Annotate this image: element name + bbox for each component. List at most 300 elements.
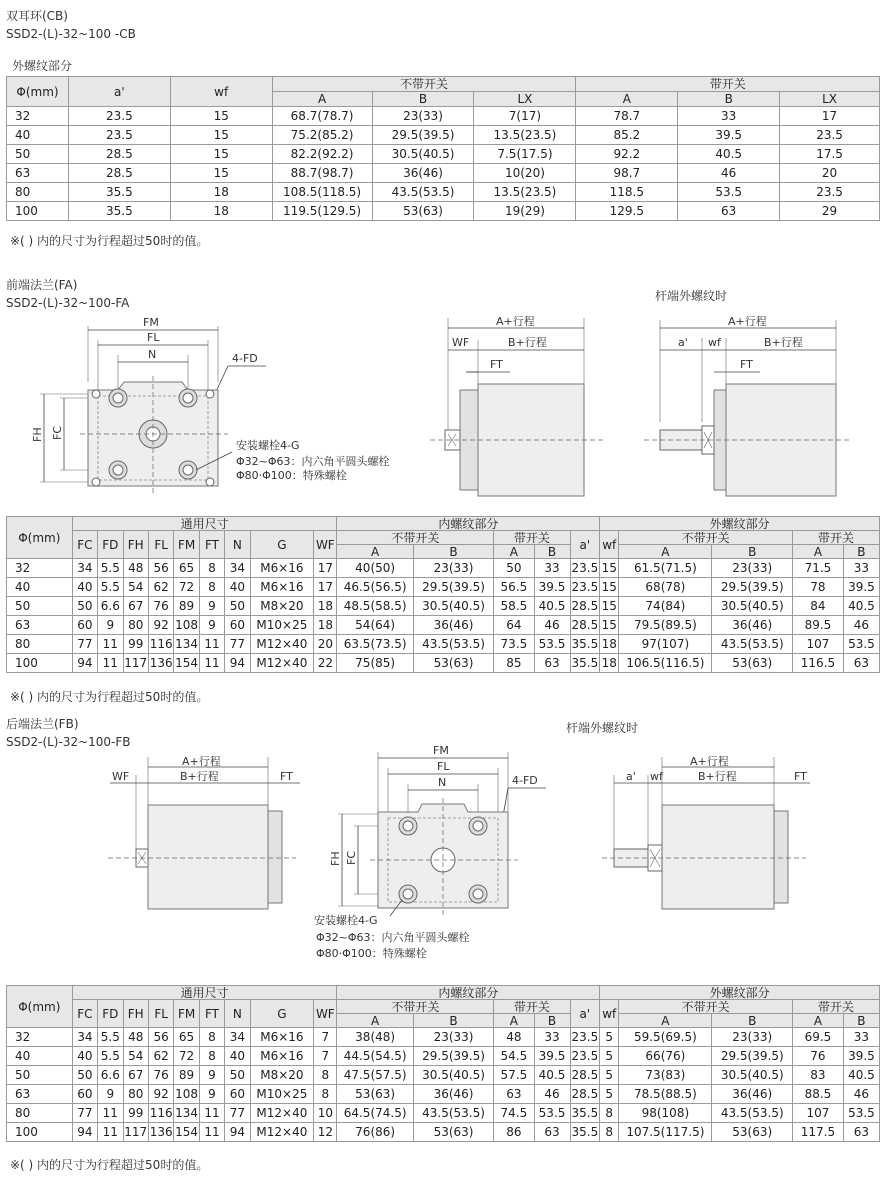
table-row bbox=[7, 616, 880, 635]
col-a: a' bbox=[570, 1000, 600, 1028]
table-cell: 40.5 bbox=[534, 1066, 570, 1085]
table-cell: 119.5(129.5) bbox=[272, 202, 372, 221]
dim-B-stroke: B+行程 bbox=[764, 336, 803, 349]
col-N: N bbox=[225, 531, 250, 559]
dim-FM: FM bbox=[143, 316, 159, 329]
table-cell: 9 bbox=[98, 616, 123, 635]
table-cell: 62 bbox=[148, 578, 173, 597]
table-cell: 40 bbox=[72, 1047, 97, 1066]
table-cell: 60 bbox=[72, 1085, 97, 1104]
table-cell: 53.5 bbox=[678, 183, 780, 202]
table-cell: M6×16 bbox=[250, 1047, 314, 1066]
col-FT: FT bbox=[199, 1000, 224, 1028]
table-cell: 99 bbox=[123, 1104, 148, 1123]
table-cell: 50 bbox=[7, 145, 69, 164]
table-cell: 20 bbox=[780, 164, 880, 183]
col-FC: FC bbox=[72, 531, 97, 559]
table-cell: 9 bbox=[199, 616, 224, 635]
table-cell: 63 bbox=[534, 654, 570, 673]
col-B: B bbox=[372, 92, 474, 107]
table-cell: 23.5 bbox=[780, 183, 880, 202]
table-cell: M10×25 bbox=[250, 1085, 314, 1104]
table-cell: 28.5 bbox=[570, 597, 600, 616]
table-cell: M8×20 bbox=[250, 597, 314, 616]
table-cell: 36(46) bbox=[413, 616, 494, 635]
table-row bbox=[7, 1085, 880, 1104]
table-cell: 60 bbox=[225, 1085, 250, 1104]
table-cell: 77 bbox=[72, 635, 97, 654]
table-cell: 23.5 bbox=[570, 578, 600, 597]
table-cell: 129.5 bbox=[576, 202, 678, 221]
table-cell: 56.5 bbox=[494, 578, 534, 597]
table-cell: 54(64) bbox=[337, 616, 413, 635]
table-cell: 85.2 bbox=[576, 126, 678, 145]
table-cell: 63 bbox=[7, 164, 69, 183]
table-cell: 15 bbox=[170, 126, 272, 145]
col-A: A bbox=[793, 1014, 844, 1028]
col-a: a' bbox=[68, 77, 170, 107]
table-cell: 23(33) bbox=[712, 559, 793, 578]
table-row bbox=[7, 559, 880, 578]
table-cell: 5.5 bbox=[98, 1028, 123, 1047]
table-row bbox=[7, 1047, 880, 1066]
table-cell: 67 bbox=[123, 597, 148, 616]
table-cell: 68.7(78.7) bbox=[272, 107, 372, 126]
cb-model: SSD2-(L)-32~100 -CB bbox=[6, 27, 136, 41]
table-cell: 63 bbox=[843, 654, 879, 673]
table-cell: 36(46) bbox=[372, 164, 474, 183]
col-B: B bbox=[843, 545, 879, 559]
fa-note: ※( ) 内的尺寸为行程超过50时的值。 bbox=[10, 690, 209, 704]
table-cell: 46 bbox=[843, 1085, 879, 1104]
col-B: B bbox=[843, 1014, 879, 1028]
table-cell: 97(107) bbox=[619, 635, 712, 654]
table-cell: 39.5 bbox=[843, 578, 879, 597]
table-cell: 9 bbox=[199, 1066, 224, 1085]
fa-rod-caption: 杆端外螺纹时 bbox=[655, 289, 728, 303]
table-cell: 28.5 bbox=[68, 164, 170, 183]
table-cell: 23(33) bbox=[372, 107, 474, 126]
dim-FC: FC bbox=[345, 850, 358, 865]
table-cell: 89.5 bbox=[793, 616, 844, 635]
table-row bbox=[7, 578, 880, 597]
table-cell: 48 bbox=[494, 1028, 534, 1047]
table-cell: M12×40 bbox=[250, 654, 314, 673]
table-cell: 33 bbox=[843, 1028, 879, 1047]
col-FH: FH bbox=[123, 531, 148, 559]
table-cell: 66(76) bbox=[619, 1047, 712, 1066]
fb-side-view-drawing bbox=[100, 755, 310, 915]
table-row bbox=[7, 597, 880, 616]
table-cell: 17.5 bbox=[780, 145, 880, 164]
table-cell: 74.5 bbox=[494, 1104, 534, 1123]
table-cell: 15 bbox=[170, 107, 272, 126]
table-cell: M12×40 bbox=[250, 1123, 314, 1142]
table-cell: 62 bbox=[148, 1047, 173, 1066]
table-cell: 53(63) bbox=[372, 202, 474, 221]
table-cell: 92 bbox=[148, 1085, 173, 1104]
table-cell: 40 bbox=[72, 578, 97, 597]
table-cell: 47.5(57.5) bbox=[337, 1066, 413, 1085]
cb-title: 双耳环(CB) bbox=[6, 9, 68, 23]
table-cell: 29.5(39.5) bbox=[712, 578, 793, 597]
table-cell: 53(63) bbox=[337, 1085, 413, 1104]
table-cell: 35.5 bbox=[570, 1123, 600, 1142]
table-cell: 80 bbox=[123, 616, 148, 635]
table-cell: 50 bbox=[225, 597, 250, 616]
table-row bbox=[7, 145, 880, 164]
table-cell: 48.5(58.5) bbox=[337, 597, 413, 616]
table-cell: 53.5 bbox=[534, 1104, 570, 1123]
table-cell: 50 bbox=[7, 597, 73, 616]
group-no-switch: 不带开关 bbox=[272, 77, 576, 92]
cb-subtitle: 外螺纹部分 bbox=[12, 59, 73, 73]
cb-table bbox=[6, 76, 880, 221]
table-cell: 11 bbox=[199, 654, 224, 673]
table-cell: 5.5 bbox=[98, 559, 123, 578]
table-cell: 23.5 bbox=[570, 1047, 600, 1066]
col-wf: wf bbox=[600, 531, 619, 559]
table-cell: 33 bbox=[678, 107, 780, 126]
table-cell: 35.5 bbox=[570, 1104, 600, 1123]
table-cell: 54.5 bbox=[494, 1047, 534, 1066]
table-cell: 9 bbox=[98, 1085, 123, 1104]
table-cell: 28.5 bbox=[68, 145, 170, 164]
group-inner-thread: 内螺纹部分 bbox=[337, 517, 600, 531]
table-cell: 53(63) bbox=[413, 1123, 494, 1142]
table-cell: 10 bbox=[314, 1104, 337, 1123]
table-cell: 92.2 bbox=[576, 145, 678, 164]
table-cell: 65 bbox=[174, 559, 199, 578]
table-cell: 35.5 bbox=[68, 183, 170, 202]
table-cell: 53(63) bbox=[712, 1123, 793, 1142]
bolt-spec-small: Φ32~Φ63：内六角平圆头螺栓 bbox=[236, 455, 390, 468]
table-cell: 53.5 bbox=[843, 635, 879, 654]
dim-B-stroke: B+行程 bbox=[698, 770, 737, 783]
dim-FT: FT bbox=[490, 358, 503, 371]
table-cell: 23.5 bbox=[68, 107, 170, 126]
group-no-switch: 不带开关 bbox=[619, 1000, 793, 1014]
table-cell: 118.5 bbox=[576, 183, 678, 202]
table-cell: 107 bbox=[793, 1104, 844, 1123]
table-cell: 134 bbox=[174, 1104, 199, 1123]
dim-a: a' bbox=[678, 336, 688, 349]
col-B: B bbox=[712, 545, 793, 559]
col-bore: Φ(mm) bbox=[7, 517, 73, 559]
table-cell: 53(63) bbox=[712, 654, 793, 673]
table-cell: 107 bbox=[793, 635, 844, 654]
table-cell: 33 bbox=[843, 559, 879, 578]
table-cell: 30.5(40.5) bbox=[413, 597, 494, 616]
table-cell: 8 bbox=[199, 1047, 224, 1066]
table-cell: 9 bbox=[199, 1085, 224, 1104]
dim-FM: FM bbox=[433, 744, 449, 757]
dim-N: N bbox=[148, 348, 157, 361]
table-cell: 13.5(23.5) bbox=[474, 126, 576, 145]
table-cell: 88.5 bbox=[793, 1085, 844, 1104]
table-row bbox=[7, 1123, 880, 1142]
table-cell: 48 bbox=[123, 559, 148, 578]
table-cell: 116.5 bbox=[793, 654, 844, 673]
cb-note: ※( ) 内的尺寸为行程超过50时的值。 bbox=[10, 234, 209, 248]
fa-front-view-drawing bbox=[0, 310, 440, 510]
col-A: A bbox=[337, 545, 413, 559]
table-cell: 8 bbox=[314, 1085, 337, 1104]
table-cell: 100 bbox=[7, 202, 69, 221]
group-outer-thread: 外螺纹部分 bbox=[600, 986, 880, 1000]
table-cell: 40(50) bbox=[337, 559, 413, 578]
table-cell: 39.5 bbox=[534, 1047, 570, 1066]
table-cell: 63 bbox=[678, 202, 780, 221]
table-cell: 46 bbox=[534, 1085, 570, 1104]
group-no-switch: 不带开关 bbox=[337, 531, 494, 545]
table-cell: 57.5 bbox=[494, 1066, 534, 1085]
table-cell: 11 bbox=[98, 1123, 123, 1142]
table-cell: 84 bbox=[793, 597, 844, 616]
bolt-spec-large: Φ80·Φ100：特殊螺栓 bbox=[316, 947, 427, 960]
table-cell: 23(33) bbox=[413, 559, 494, 578]
table-cell: 17 bbox=[780, 107, 880, 126]
table-cell: 59.5(69.5) bbox=[619, 1028, 712, 1047]
table-cell: 43.5(53.5) bbox=[413, 635, 494, 654]
table-cell: 35.5 bbox=[570, 654, 600, 673]
col-B: B bbox=[678, 92, 780, 107]
table-cell: 28.5 bbox=[570, 1085, 600, 1104]
dim-FH: FH bbox=[329, 851, 342, 866]
dim-FH: FH bbox=[31, 427, 44, 442]
table-cell: 63 bbox=[7, 1085, 73, 1104]
table-cell: 28.5 bbox=[570, 1066, 600, 1085]
table-cell: 40.5 bbox=[678, 145, 780, 164]
table-cell: 107.5(117.5) bbox=[619, 1123, 712, 1142]
table-cell: 116 bbox=[148, 635, 173, 654]
table-cell: 6.6 bbox=[98, 597, 123, 616]
table-cell: 33 bbox=[534, 1028, 570, 1047]
table-cell: M10×25 bbox=[250, 616, 314, 635]
col-A: A bbox=[619, 1014, 712, 1028]
table-cell: 86 bbox=[494, 1123, 534, 1142]
table-cell: 78 bbox=[793, 578, 844, 597]
table-cell: 40.5 bbox=[843, 1066, 879, 1085]
table-cell: 18 bbox=[600, 635, 619, 654]
table-cell: 154 bbox=[174, 654, 199, 673]
dim-a: a' bbox=[626, 770, 636, 783]
dim-FT: FT bbox=[280, 770, 293, 783]
table-cell: 7.5(17.5) bbox=[474, 145, 576, 164]
table-cell: 44.5(54.5) bbox=[337, 1047, 413, 1066]
table-cell: 75(85) bbox=[337, 654, 413, 673]
table-cell: 69.5 bbox=[793, 1028, 844, 1047]
table-cell: 15 bbox=[600, 616, 619, 635]
table-cell: 34 bbox=[225, 559, 250, 578]
bolt-label: 安装螺栓4-G bbox=[314, 914, 378, 927]
table-cell: 11 bbox=[98, 654, 123, 673]
table-cell: 83 bbox=[793, 1066, 844, 1085]
table-cell: 40 bbox=[225, 578, 250, 597]
table-cell: 36(46) bbox=[712, 1085, 793, 1104]
table-cell: 10(20) bbox=[474, 164, 576, 183]
table-cell: 28.5 bbox=[570, 616, 600, 635]
table-cell: 43.5(53.5) bbox=[712, 635, 793, 654]
col-B: B bbox=[413, 545, 494, 559]
table-cell: 54 bbox=[123, 1047, 148, 1066]
table-cell: 116 bbox=[148, 1104, 173, 1123]
dim-WF: WF bbox=[452, 336, 470, 349]
col-B: B bbox=[534, 1014, 570, 1028]
table-cell: 76(86) bbox=[337, 1123, 413, 1142]
table-cell: 18 bbox=[314, 616, 337, 635]
fa-table bbox=[6, 516, 880, 673]
table-cell: M12×40 bbox=[250, 635, 314, 654]
fb-title: 后端法兰(FB) bbox=[6, 717, 79, 731]
col-FM: FM bbox=[174, 531, 199, 559]
table-cell: 71.5 bbox=[793, 559, 844, 578]
col-WF: WF bbox=[314, 531, 337, 559]
table-cell: 85 bbox=[494, 654, 534, 673]
group-common: 通用尺寸 bbox=[72, 986, 337, 1000]
table-cell: 136 bbox=[148, 1123, 173, 1142]
col-wf: wf bbox=[170, 77, 272, 107]
group-switch: 带开关 bbox=[576, 77, 880, 92]
table-cell: 40 bbox=[7, 126, 69, 145]
table-cell: 5 bbox=[600, 1085, 619, 1104]
table-cell: 64 bbox=[494, 616, 534, 635]
col-FH: FH bbox=[123, 1000, 148, 1028]
table-cell: 136 bbox=[148, 654, 173, 673]
bolt-spec-large: Φ80·Φ100：特殊螺栓 bbox=[236, 469, 347, 482]
table-cell: 75.2(85.2) bbox=[272, 126, 372, 145]
table-cell: 72 bbox=[174, 578, 199, 597]
table-cell: 43.5(53.5) bbox=[372, 183, 474, 202]
table-cell: 18 bbox=[600, 654, 619, 673]
col-B: B bbox=[534, 545, 570, 559]
table-cell: 9 bbox=[199, 597, 224, 616]
table-row bbox=[7, 164, 880, 183]
dim-FC: FC bbox=[51, 425, 64, 440]
table-cell: 94 bbox=[72, 1123, 97, 1142]
table-cell: 34 bbox=[225, 1028, 250, 1047]
table-row bbox=[7, 654, 880, 673]
dim-A-stroke: A+行程 bbox=[496, 315, 535, 328]
group-switch: 带开关 bbox=[793, 531, 880, 545]
table-cell: 61.5(71.5) bbox=[619, 559, 712, 578]
table-cell: 94 bbox=[225, 1123, 250, 1142]
table-cell: 53.5 bbox=[843, 1104, 879, 1123]
table-cell: 89 bbox=[174, 597, 199, 616]
table-cell: 11 bbox=[98, 1104, 123, 1123]
fa-side-view-drawing bbox=[420, 310, 620, 500]
group-switch: 带开关 bbox=[494, 531, 570, 545]
table-cell: 12 bbox=[314, 1123, 337, 1142]
col-wf: wf bbox=[600, 1000, 619, 1028]
table-cell: 11 bbox=[199, 635, 224, 654]
table-cell: 92 bbox=[148, 616, 173, 635]
col-G: G bbox=[250, 1000, 314, 1028]
table-cell: 72 bbox=[174, 1047, 199, 1066]
table-cell: 36(46) bbox=[712, 616, 793, 635]
col-FD: FD bbox=[98, 531, 123, 559]
table-cell: M12×40 bbox=[250, 1104, 314, 1123]
table-cell: 6.6 bbox=[98, 1066, 123, 1085]
fb-rod-caption: 杆端外螺纹时 bbox=[566, 721, 639, 735]
table-cell: 5.5 bbox=[98, 578, 123, 597]
table-cell: 18 bbox=[170, 202, 272, 221]
table-cell: 46 bbox=[843, 616, 879, 635]
table-cell: 29.5(39.5) bbox=[413, 578, 494, 597]
table-cell: 7 bbox=[314, 1047, 337, 1066]
table-cell: 8 bbox=[600, 1123, 619, 1142]
table-cell: 79.5(89.5) bbox=[619, 616, 712, 635]
dim-B-stroke: B+行程 bbox=[180, 770, 219, 783]
dim-FT: FT bbox=[740, 358, 753, 371]
group-common: 通用尺寸 bbox=[72, 517, 337, 531]
group-no-switch: 不带开关 bbox=[619, 531, 793, 545]
col-FL: FL bbox=[148, 1000, 173, 1028]
table-cell: 29.5(39.5) bbox=[413, 1047, 494, 1066]
table-cell: 89 bbox=[174, 1066, 199, 1085]
dim-4-FD: 4-FD bbox=[512, 774, 538, 787]
col-A: A bbox=[494, 545, 534, 559]
table-cell: 76 bbox=[148, 597, 173, 616]
fa-rod-side-view-drawing bbox=[640, 310, 860, 500]
table-cell: 18 bbox=[170, 183, 272, 202]
col-A: A bbox=[576, 92, 678, 107]
table-cell: 23.5 bbox=[780, 126, 880, 145]
table-cell: 94 bbox=[225, 654, 250, 673]
dim-FL: FL bbox=[437, 760, 450, 773]
dim-FT: FT bbox=[794, 770, 807, 783]
dim-A-stroke: A+行程 bbox=[182, 755, 221, 768]
table-cell: 60 bbox=[225, 616, 250, 635]
table-cell: 8 bbox=[199, 1028, 224, 1047]
col-FD: FD bbox=[98, 1000, 123, 1028]
col-FC: FC bbox=[72, 1000, 97, 1028]
table-cell: 40 bbox=[225, 1047, 250, 1066]
col-FT: FT bbox=[199, 531, 224, 559]
table-row bbox=[7, 1028, 880, 1047]
table-cell: 30.5(40.5) bbox=[712, 1066, 793, 1085]
table-cell: 22 bbox=[314, 654, 337, 673]
table-cell: 56 bbox=[148, 1028, 173, 1047]
table-cell: 15 bbox=[170, 164, 272, 183]
table-cell: 63 bbox=[494, 1085, 534, 1104]
table-cell: 77 bbox=[72, 1104, 97, 1123]
table-cell: 30.5(40.5) bbox=[372, 145, 474, 164]
table-cell: 40 bbox=[7, 1047, 73, 1066]
table-cell: 65 bbox=[174, 1028, 199, 1047]
table-cell: M6×16 bbox=[250, 1028, 314, 1047]
table-cell: 11 bbox=[199, 1104, 224, 1123]
table-cell: 20 bbox=[314, 635, 337, 654]
col-A: A bbox=[272, 92, 372, 107]
table-cell: 78.5(88.5) bbox=[619, 1085, 712, 1104]
table-cell: 15 bbox=[170, 145, 272, 164]
group-switch: 带开关 bbox=[793, 1000, 880, 1014]
table-cell: 35.5 bbox=[570, 635, 600, 654]
col-WF: WF bbox=[314, 1000, 337, 1028]
table-cell: 108 bbox=[174, 616, 199, 635]
table-cell: 39.5 bbox=[534, 578, 570, 597]
table-cell: 30.5(40.5) bbox=[712, 597, 793, 616]
table-cell: 54 bbox=[123, 578, 148, 597]
table-cell: 50 bbox=[494, 559, 534, 578]
table-cell: M8×20 bbox=[250, 1066, 314, 1085]
fb-rear-view-drawing bbox=[310, 738, 560, 963]
table-cell: 39.5 bbox=[678, 126, 780, 145]
table-cell: 5.5 bbox=[98, 1047, 123, 1066]
table-cell: 11 bbox=[98, 635, 123, 654]
table-cell: 8 bbox=[314, 1066, 337, 1085]
